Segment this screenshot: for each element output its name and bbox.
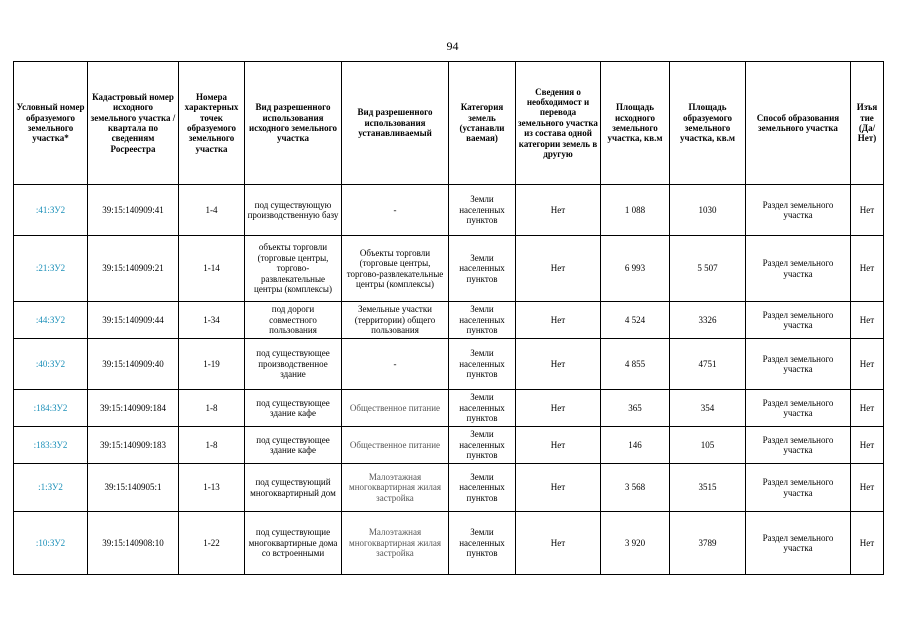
cell-seizure: Нет: [851, 185, 884, 236]
cell-land-category: Земли населенных пунктов: [449, 464, 516, 512]
cell-formation-method: Раздел земельного участка: [746, 390, 851, 427]
cell-land-category: Земли населенных пунктов: [449, 236, 516, 302]
cell-formation-method: Раздел земельного участка: [746, 236, 851, 302]
cell-original-use: объекты торговли (торговые центры, торгово-развлекательные центры (комплексы): [245, 236, 342, 302]
table-row: [14, 302, 884, 339]
cell-category-transfer: Нет: [516, 512, 601, 575]
cell-new-use: Малоэтажная многоквартирная жилая застройка: [342, 464, 449, 512]
table-row: [14, 464, 884, 512]
cell-original-area: 146: [601, 427, 670, 464]
cell-seizure: Нет: [851, 236, 884, 302]
page-number: 94: [446, 39, 459, 53]
table-row: [14, 427, 884, 464]
cell-cadastral-number: 39:15:140909:21: [88, 236, 179, 302]
cell-original-area: 4 524: [601, 302, 670, 339]
cell-new-use: Общественное питание: [342, 427, 449, 464]
cell-original-area: 6 993: [601, 236, 670, 302]
cell-land-category: Земли населенных пунктов: [449, 427, 516, 464]
table-row: [14, 390, 884, 427]
cell-new-area: 4751: [670, 339, 746, 390]
cell-points: 1-14: [179, 236, 245, 302]
cell-original-use: под существующую производственную базу: [245, 185, 342, 236]
cell-original-use: под дороги совместного пользования: [245, 302, 342, 339]
cell-land-category: Земли населенных пунктов: [449, 302, 516, 339]
cell-cadastral-number: 39:15:140909:183: [88, 427, 179, 464]
cell-category-transfer: Нет: [516, 339, 601, 390]
table-row: [14, 512, 884, 575]
cell-conditional-number: :10:ЗУ2: [14, 512, 88, 575]
cell-new-use: Объекты торговли (торговые центры, торгово-развлекательные центры (комплексы): [342, 236, 449, 302]
cell-conditional-number: :44:ЗУ2: [14, 302, 88, 339]
cell-formation-method: Раздел земельного участка: [746, 464, 851, 512]
cell-cadastral-number: 39:15:140905:1: [88, 464, 179, 512]
table-row: [14, 236, 884, 302]
cell-new-use: Общественное питание: [342, 390, 449, 427]
cell-seizure: Нет: [851, 512, 884, 575]
cell-original-use: под существующее производственное здание: [245, 339, 342, 390]
cell-original-area: 4 855: [601, 339, 670, 390]
cell-conditional-number: :41:ЗУ2: [14, 185, 88, 236]
cell-new-area: 5 507: [670, 236, 746, 302]
col-header-original-area: Площадь исходного земельного участка, кв.м: [601, 62, 670, 185]
cell-conditional-number: :40:ЗУ2: [14, 339, 88, 390]
cell-cadastral-number: 39:15:140909:41: [88, 185, 179, 236]
cell-category-transfer: Нет: [516, 390, 601, 427]
cell-new-use: -: [342, 185, 449, 236]
col-header-seizure: Изъя тие (Да/ Нет): [851, 62, 884, 185]
cell-land-category: Земли населенных пунктов: [449, 512, 516, 575]
cell-category-transfer: Нет: [516, 236, 601, 302]
cell-original-use: под существующее здание кафе: [245, 390, 342, 427]
table-row: [14, 185, 884, 236]
cell-points: 1-13: [179, 464, 245, 512]
cell-original-area: 365: [601, 390, 670, 427]
cell-new-area: 3326: [670, 302, 746, 339]
col-header-formation-method: Способ образования земельного участка: [746, 62, 851, 185]
land-plots-table: [13, 61, 884, 575]
cell-formation-method: Раздел земельного участка: [746, 339, 851, 390]
cell-category-transfer: Нет: [516, 185, 601, 236]
cell-new-area: 3515: [670, 464, 746, 512]
col-header-new-area: Площадь образуемого земельного участка, кв.м: [670, 62, 746, 185]
col-header-category-transfer: Сведения о необходимост и перевода земельного участка из состава одной категории земель в другую: [516, 62, 601, 185]
cell-original-area: 3 920: [601, 512, 670, 575]
cell-new-use: Малоэтажная многоквартирная жилая застройка: [342, 512, 449, 575]
cell-cadastral-number: 39:15:140909:44: [88, 302, 179, 339]
cell-original-use: [245, 512, 342, 575]
cell-new-use: Земельные участки (территории) общего пользования: [342, 302, 449, 339]
cell-new-use: -: [342, 339, 449, 390]
cell-seizure: Нет: [851, 339, 884, 390]
cell-new-area: 354: [670, 390, 746, 427]
cell-conditional-number: :183:ЗУ2: [14, 427, 88, 464]
cell-conditional-number: :21:ЗУ2: [14, 236, 88, 302]
cell-points: 1-8: [179, 427, 245, 464]
col-header-points: Номера характерных точек образуемого земельного участка: [179, 62, 245, 185]
cell-seizure: Нет: [851, 302, 884, 339]
cell-formation-method: Раздел земельного участка: [746, 302, 851, 339]
cell-land-category: Земли населенных пунктов: [449, 390, 516, 427]
cell-original-area: 3 568: [601, 464, 670, 512]
col-header-cadastral-number: Кадастровый номер исходного земельного участка / квартала по сведениям Росреестра: [88, 62, 179, 185]
cell-points: 1-19: [179, 339, 245, 390]
cell-new-area: 3789: [670, 512, 746, 575]
cell-category-transfer: Нет: [516, 427, 601, 464]
col-header-new-use: Вид разрешенного использования устанавливаемый: [342, 62, 449, 185]
cell-category-transfer: Нет: [516, 302, 601, 339]
cell-seizure: Нет: [851, 390, 884, 427]
cell-conditional-number: :184:ЗУ2: [14, 390, 88, 427]
cell-seizure: Нет: [851, 464, 884, 512]
table-header-row: [14, 62, 884, 185]
cell-points: 1-22: [179, 512, 245, 575]
cell-points: 1-34: [179, 302, 245, 339]
cell-formation-method: Раздел земельного участка: [746, 427, 851, 464]
cell-category-transfer: Нет: [516, 464, 601, 512]
cell-conditional-number: :1:ЗУ2: [14, 464, 88, 512]
table-row: [14, 339, 884, 390]
cell-original-use: под существующий многоквартирный дом: [245, 464, 342, 512]
cell-new-area: 1030: [670, 185, 746, 236]
cell-cadastral-number: 39:15:140909:184: [88, 390, 179, 427]
cell-formation-method: Раздел земельного участка: [746, 512, 851, 575]
cell-original-use: под существующее здание кафе: [245, 427, 342, 464]
cell-cadastral-number: 39:15:140908:10: [88, 512, 179, 575]
cell-original-area: 1 088: [601, 185, 670, 236]
cell-points: 1-8: [179, 390, 245, 427]
cell-formation-method: Раздел земельного участка: [746, 185, 851, 236]
cell-land-category: Земли населенных пунктов: [449, 339, 516, 390]
col-header-conditional-number: Условный номер образуемого земельного участка*: [14, 62, 88, 185]
cell-seizure: Нет: [851, 427, 884, 464]
cell-points: 1-4: [179, 185, 245, 236]
cell-land-category: Земли населенных пунктов: [449, 185, 516, 236]
cell-new-area: 105: [670, 427, 746, 464]
col-header-original-use: Вид разрешенного использования исходного земельного участка: [245, 62, 342, 185]
col-header-land-category: Категория земель (устанавли ваемая): [449, 62, 516, 185]
cell-original-use-text: под существующие многоквартирные дома со встроенными: [248, 527, 338, 559]
cell-cadastral-number: 39:15:140909:40: [88, 339, 179, 390]
